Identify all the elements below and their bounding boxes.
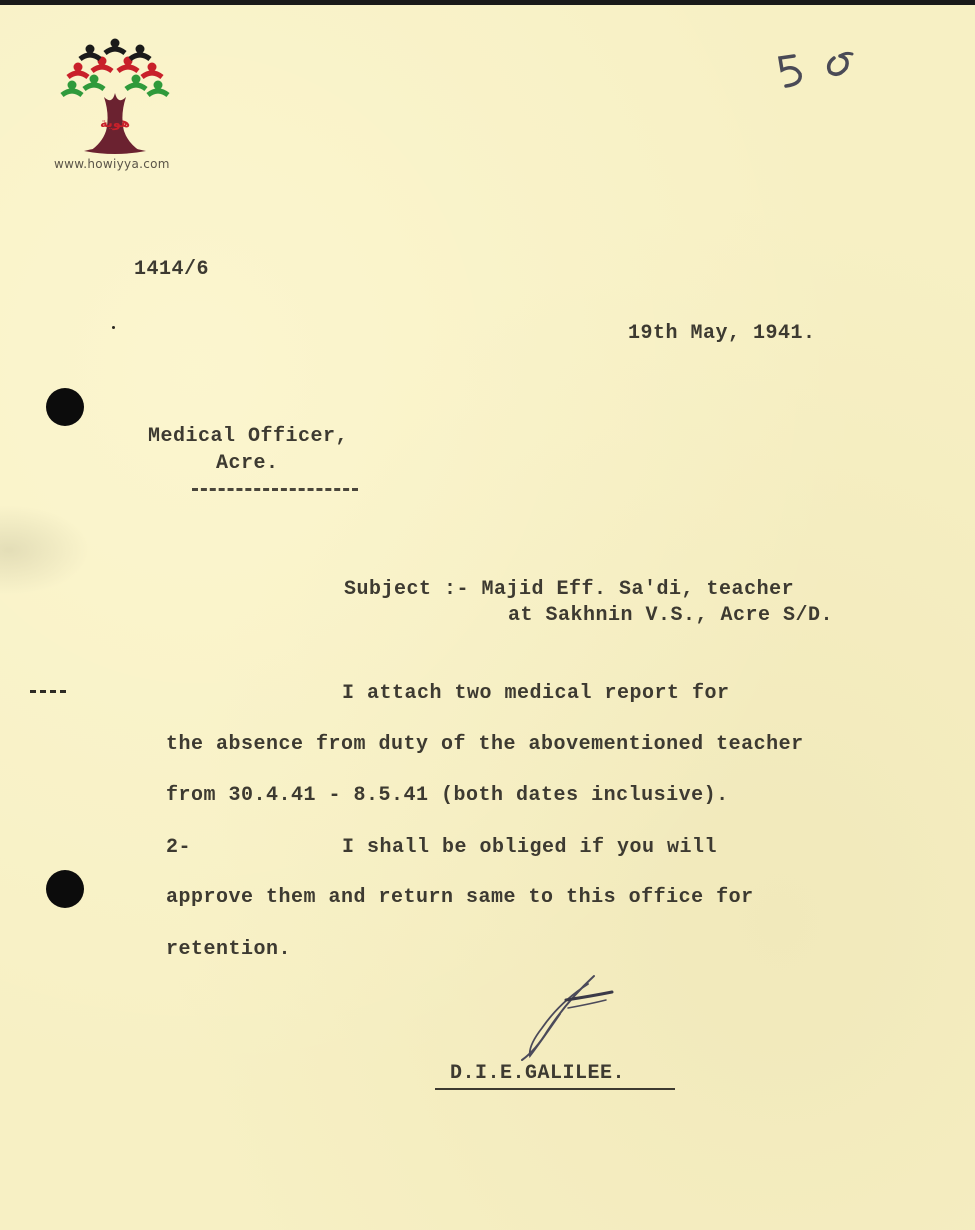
paragraph-2-number: 2- xyxy=(166,836,192,859)
howiyya-tree-logo xyxy=(50,35,180,175)
logo-arabic-text: هوية xyxy=(100,116,130,131)
reference-number: 1414/6 xyxy=(134,258,210,281)
subject-line-2: at Sakhnin V.S., Acre S/D. xyxy=(508,604,834,627)
signature-underline xyxy=(435,1088,675,1090)
handwritten-signature xyxy=(508,970,628,1065)
signatory-title: D.I.E.GALILEE. xyxy=(450,1062,626,1085)
logo-url: www.howiyya.com xyxy=(54,157,170,171)
margin-dash-mark xyxy=(30,690,66,693)
ink-speck xyxy=(112,326,115,329)
addressee-line-2: Acre. xyxy=(216,452,279,475)
body-line-4: I shall be obliged if you will xyxy=(342,836,718,859)
folio-number-text: 50 xyxy=(772,44,774,45)
addressee-line-1: Medical Officer, xyxy=(148,425,349,448)
body-line-3: from 30.4.41 - 8.5.41 (both dates inclusive). xyxy=(166,784,729,807)
paper-fold-shadow xyxy=(0,505,90,595)
body-line-1: I attach two medical report for xyxy=(342,682,730,705)
body-line-2: the absence from duty of the abovementioned teacher xyxy=(166,733,804,756)
folio-number-handwritten xyxy=(772,44,862,94)
punch-hole-bottom xyxy=(46,870,84,908)
punch-hole-top xyxy=(46,388,84,426)
letter-date: 19th May, 1941. xyxy=(628,322,816,345)
body-line-5: approve them and return same to this office for xyxy=(166,886,754,909)
subject-line-1: Subject :- Majid Eff. Sa'di, teacher xyxy=(344,578,795,601)
scan-top-edge xyxy=(0,0,975,5)
body-line-6: retention. xyxy=(166,938,292,961)
logo-people-icon xyxy=(62,39,168,96)
addressee-underline xyxy=(192,488,358,491)
